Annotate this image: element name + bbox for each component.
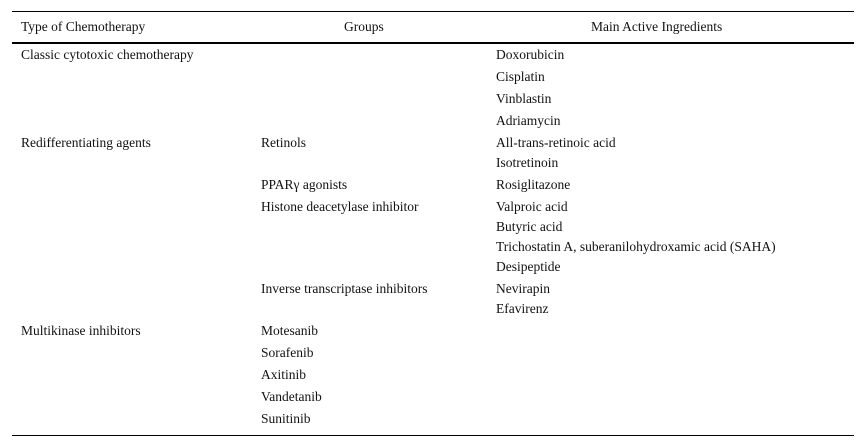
table-bottom-rule [12,435,854,436]
table-top-rule [12,11,854,12]
group-cell-ppar-agonists: PPARγ agonists [261,177,348,192]
type-cell-redifferentiating: Redifferentiating agents [21,135,151,150]
type-cell-classic: Classic cytotoxic chemotherapy [21,47,194,62]
header-groups: Groups [344,19,384,34]
ingredient-cell: Cisplatin [496,69,545,84]
group-cell: Sorafenib [261,345,314,360]
ingredient-cell: Rosiglitazone [496,177,571,192]
ingredient-cell: Adriamycin [496,113,561,128]
ingredient-cell: Valproic acid [496,199,568,214]
ingredient-cell: Efavirenz [496,301,549,316]
group-cell-hdac-inhibitor: Histone deacetylase inhibitor [261,199,419,214]
ingredient-cell: Nevirapin [496,281,550,296]
group-cell: Motesanib [261,323,318,338]
ingredient-cell: Isotretinoin [496,155,559,170]
group-cell: Sunitinib [261,411,311,426]
header-type-of-chemotherapy: Type of Chemotherapy [21,19,146,34]
ingredient-cell: Desipeptide [496,259,561,274]
ingredient-cell: Trichostatin A, suberanilohydroxamic acid (SAHA) [496,239,776,254]
ingredient-cell: Doxorubicin [496,47,565,62]
group-cell: Vandetanib [261,389,322,404]
group-cell-inverse-transcriptase: Inverse transcriptase inhibitors [261,281,428,296]
ingredient-cell: All-trans-retinoic acid [496,135,616,150]
group-cell: Axitinib [261,367,307,382]
header-rule [12,42,854,44]
header-main-active-ingredients: Main Active Ingredients [591,19,723,34]
ingredient-cell: Butyric acid [496,219,563,234]
ingredient-cell: Vinblastin [496,91,552,106]
group-cell-retinols: Retinols [261,135,307,150]
type-cell-multikinase: Multikinase inhibitors [21,323,141,338]
